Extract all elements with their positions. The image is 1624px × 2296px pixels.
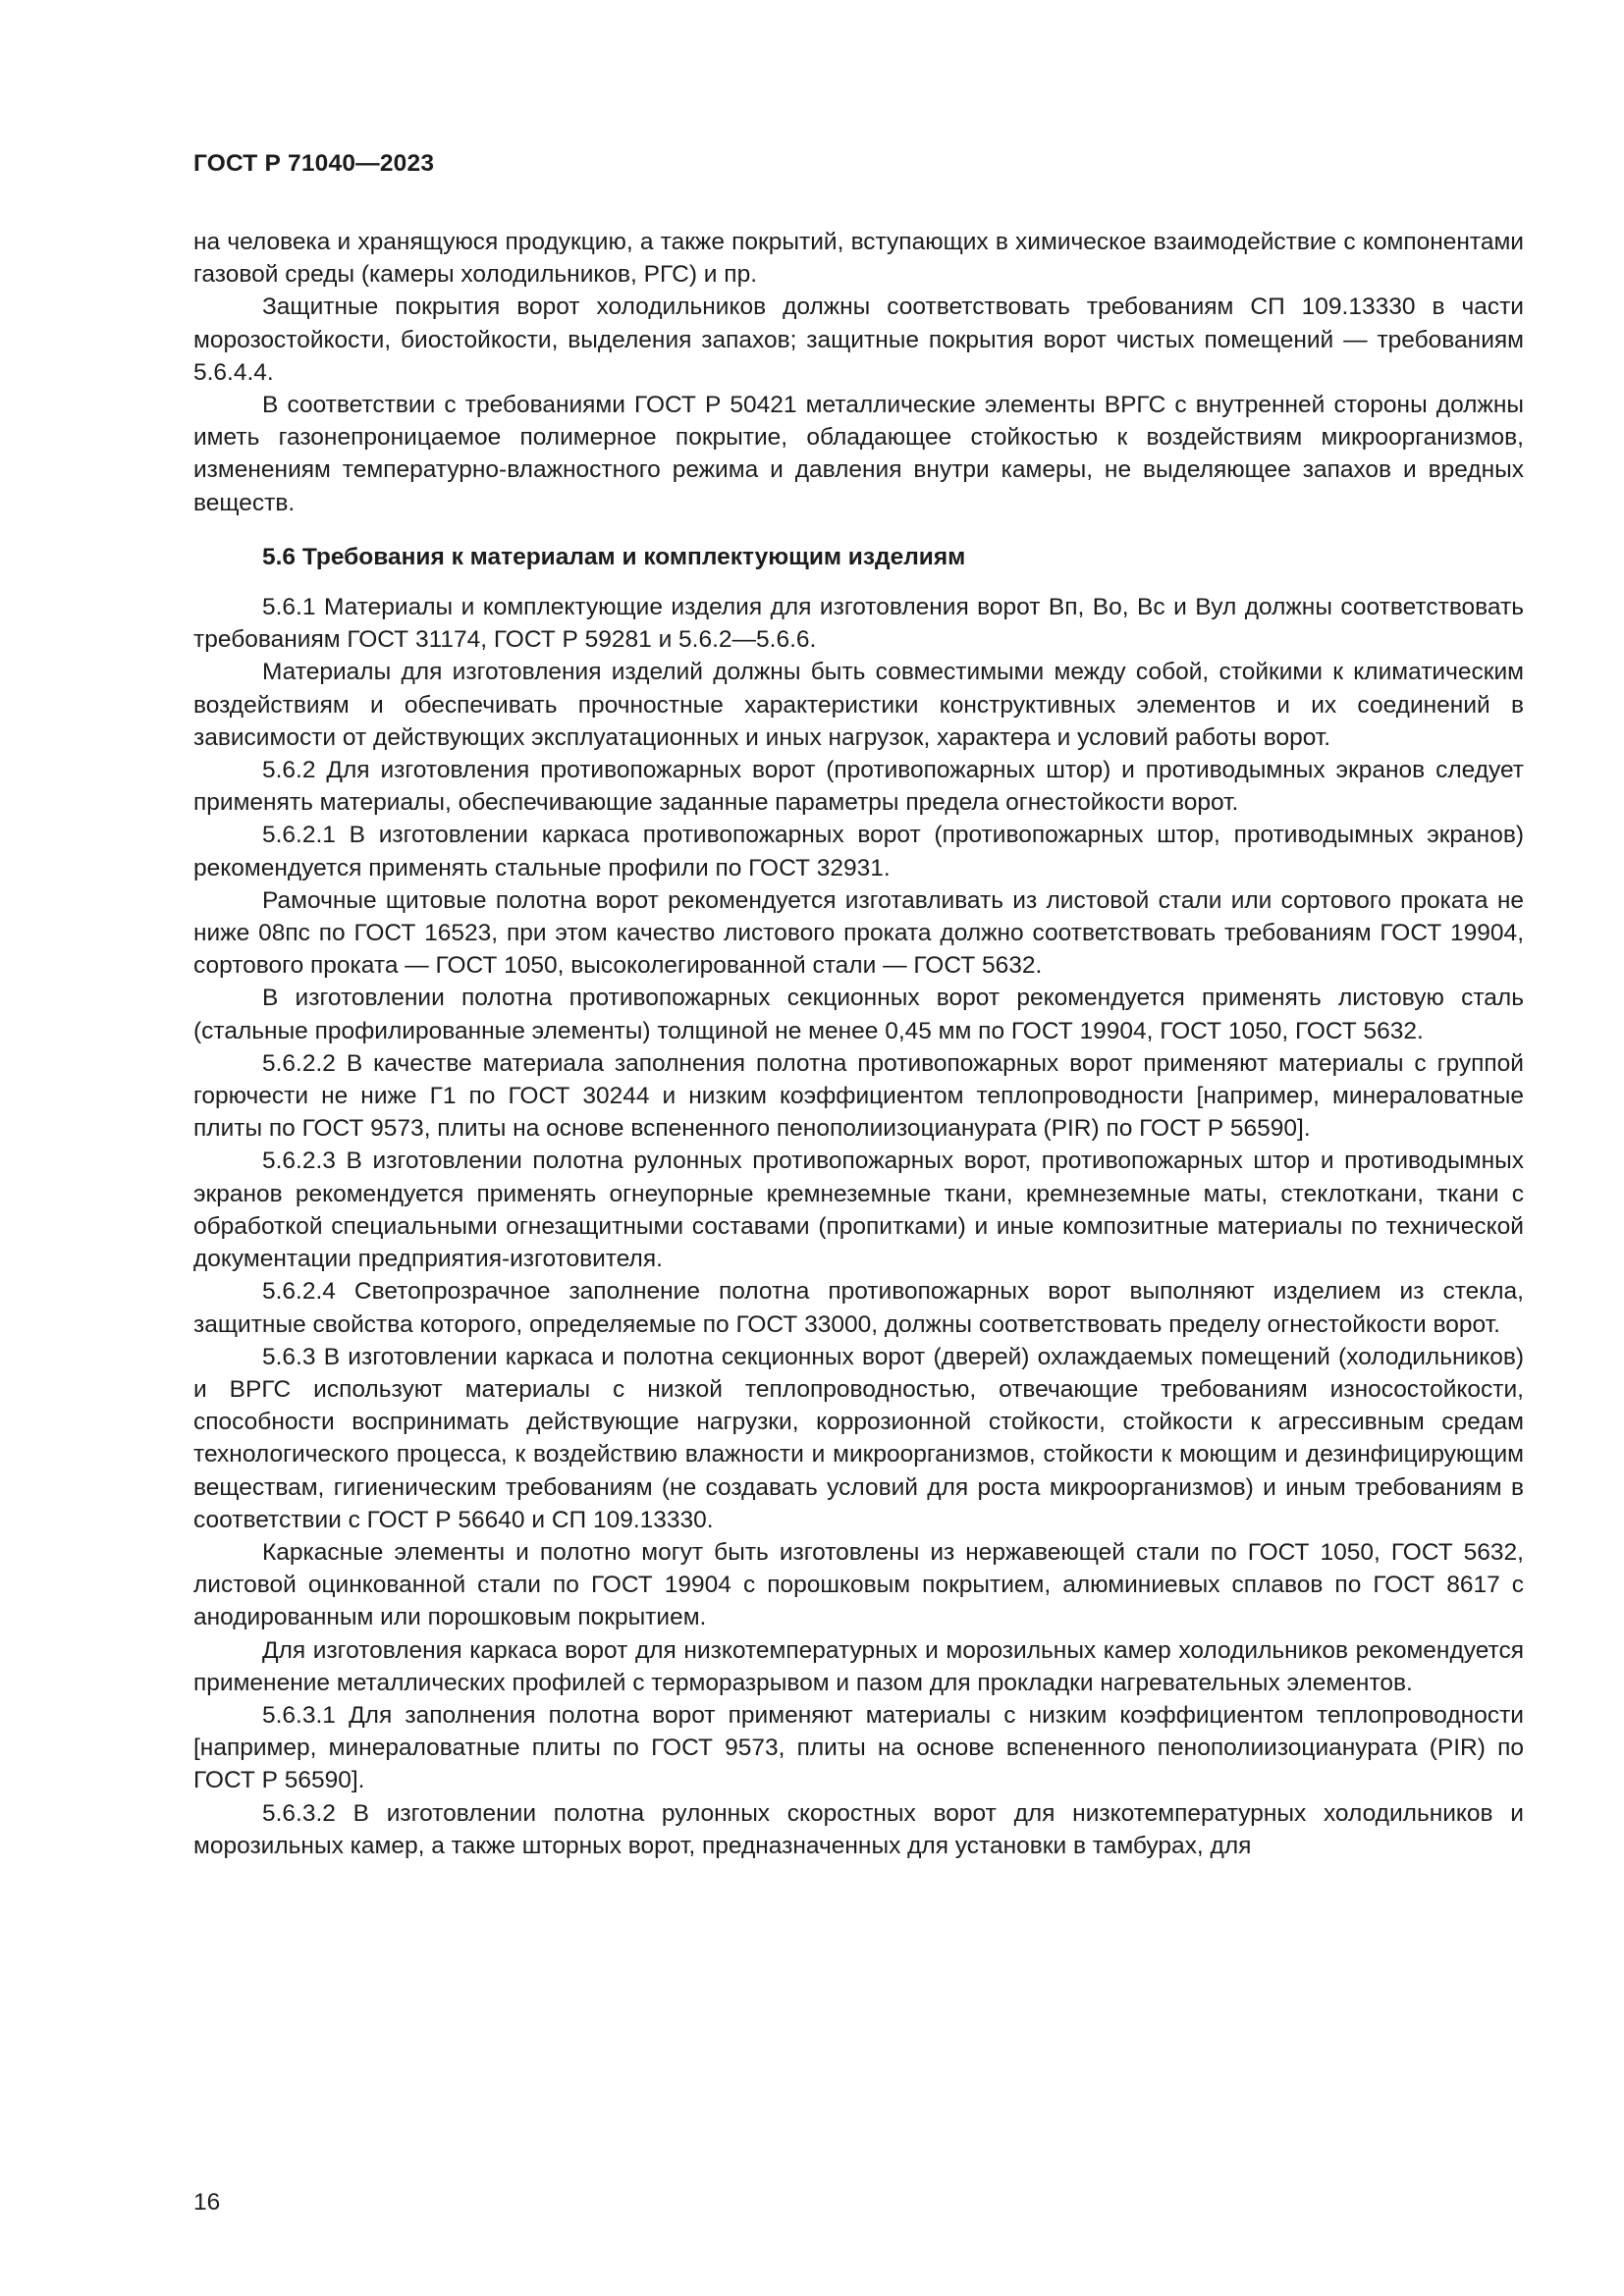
paragraph-continuation: на человека и хранящуюся продукцию, а также покрытий, вступающих в химическое взаимодействие с компонентами газовой среды (камеры холодильников, РГС) и пр. (193, 229, 1524, 289)
paragraph: В соответствии с требованиями ГОСТ Р 50421 металлические элементы ВРГС с внутренней стороны должны иметь газонепроницаемое полимерное покрытие, обладающее стойкостью к воздействиям микроорганизмов, изменениям температурно-влажностного режима и давления внутри камеры, не выделяющее запахов и вредных веществ. (193, 392, 1524, 516)
paragraph: 5.6.3.2 В изготовлении полотна рулонных скоростных ворот для низкотемпературных холодильников и морозильных камер, а также шторных ворот, предназначенных для установки в тамбурах, для (193, 1799, 1524, 1859)
page-number: 16 (193, 2189, 221, 2216)
paragraph: 5.6.2.4 Светопрозрачное заполнение полотна противопожарных ворот выполняют изделием из стекла, защитные свойства которого, определяемые по ГОСТ 33000, должны соответствовать пределу огнестойкости ворот. (193, 1278, 1524, 1338)
paragraph: 5.6.2 Для изготовления противопожарных ворот (противопожарных штор) и противодымных экранов следует применять материалы, обеспечивающие заданные параметры предела огнестойкости ворот. (193, 757, 1524, 817)
paragraph: В изготовлении полотна противопожарных секционных ворот рекомендуется применять листовую сталь (стальные профилированные элементы) толщиной не менее 0,45 мм по ГОСТ 19904, ГОСТ 1050, ГОСТ 5632. (193, 985, 1524, 1044)
document-header: ГОСТ Р 71040—2023 (193, 150, 435, 177)
paragraph: 5.6.2.2 В качестве материала заполнения полотна противопожарных ворот применяют материалы с группой горючести не ниже Г1 по ГОСТ 30244 и низким коэффициентом теплопроводности [например, минераловатные плиты по ГОСТ 9573, плиты на основе вспененного пенополиизоцианурата (PIR) по ГОСТ Р 56590]. (193, 1049, 1524, 1143)
paragraph: Для изготовления каркаса ворот для низкотемпературных и морозильных камер холодильников рекомендуется применение металлических профилей с терморазрывом и пазом для прокладки нагревательных элементов. (193, 1636, 1524, 1696)
paragraph: Материалы для изготовления изделий должны быть совместимыми между собой, стойкими к климатическим воздействиям и обеспечивать прочностные характеристики конструктивных элементов и их соединений в зависимости от действующих эксплуатационных и иных нагрузок, характера и условий работы ворот. (193, 659, 1524, 751)
paragraph: 5.6.2.1 В изготовлении каркаса противопожарных ворот (противопожарных штор, противодымных экранов) рекомендуется применять стальные профили по ГОСТ 32931. (193, 822, 1524, 881)
paragraph: 5.6.2.3 В изготовлении полотна рулонных противопожарных ворот, противопожарных штор и противодымных экранов рекомендуется применять огнеупорные кремнеземные ткани, кремнеземные маты, стеклоткани, ткани с обработкой специальными огнезащитными составами (пропитками) и иные композитные материалы по технической документации предприятия-изготовителя. (193, 1148, 1524, 1273)
paragraph: Рамочные щитовые полотна ворот рекомендуется изготавливать из листовой стали или сортового проката не ниже 08пс по ГОСТ 16523, при этом качество листового проката должно соответствовать требованиям ГОСТ 19904, сортового проката — ГОСТ 1050, высоколегированной стали — ГОСТ 5632. (193, 886, 1524, 980)
paragraph: 5.6.3 В изготовлении каркаса и полотна секционных ворот (дверей) охлаждаемых помещений (холодильников) и ВРГС используют материалы с низкой теплопроводностью, отвечающие требованиям износостойкости, способности воспринимать действующие нагрузки, коррозионной стойкости, стойкости к агрессивным средам технологического процесса, к воздействию влажности и микроорганизмов, стойкости к моющим и дезинфицирующим веществам, гигиеническим требованиям (не создавать условий для роста микроорганизмов) и иным требованиям в соответствии с ГОСТ Р 56640 и СП 109.13330. (193, 1343, 1524, 1533)
paragraph: Каркасные элементы и полотно могут быть изготовлены из нержавеющей стали по ГОСТ 1050, ГОСТ 5632, листовой оцинкованной стали по ГОСТ 19904 с порошковым покрытием, алюминиевых сплавов по ГОСТ 8617 с анодированным или порошковым покрытием. (193, 1538, 1524, 1631)
paragraph: Защитные покрытия ворот холодильников должны соответствовать требованиям СП 109.13330 в части морозостойкости, биостойкости, выделения запахов; защитные покрытия ворот чистых помещений — требованиям 5.6.4.4. (193, 294, 1524, 386)
document-body (193, 226, 1524, 1862)
paragraph: 5.6.1 Материалы и комплектующие изделия для изготовления ворот Вп, Во, Вс и Вул должны соответствовать требованиям ГОСТ 31174, ГОСТ Р 59281 и 5.6.2—5.6.6. (193, 594, 1524, 654)
section-heading: 5.6 Требования к материалам и комплектующим изделиям (262, 543, 966, 570)
paragraph: 5.6.3.1 Для заполнения полотна ворот применяют материалы с низким коэффициентом теплопроводности [например, минераловатные плиты по ГОСТ 9573, плиты на основе вспененного пенополиизоцианурата (PIR) по ГОСТ Р 56590]. (193, 1701, 1524, 1794)
